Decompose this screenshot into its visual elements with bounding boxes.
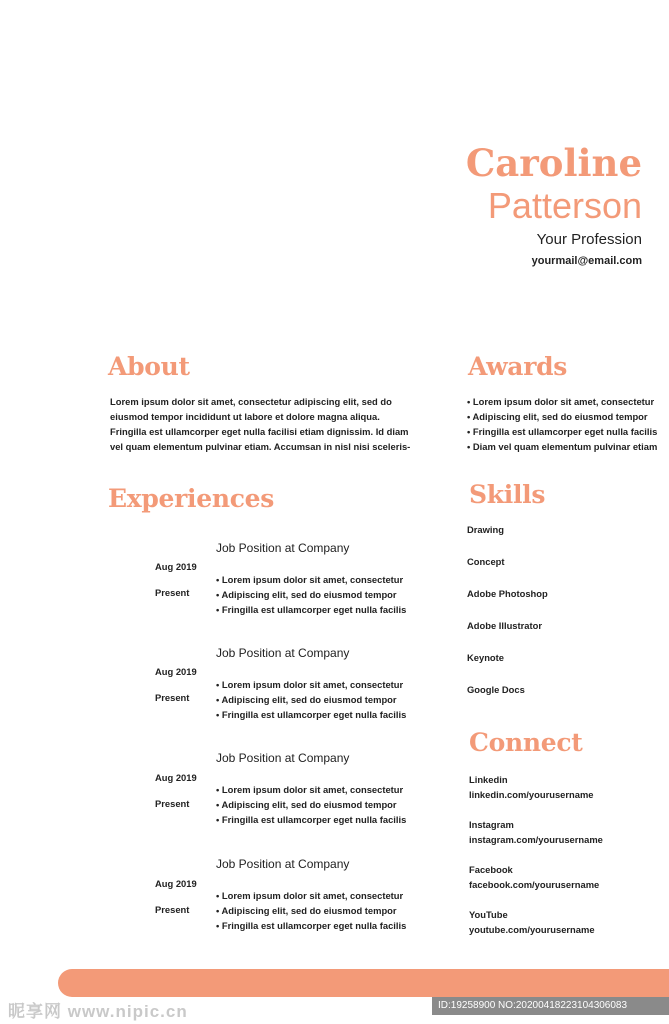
footer-accent-bar [58, 969, 669, 997]
email: yourmail@email.com [531, 255, 642, 267]
last-name: Patterson [487, 185, 642, 226]
job-bullet: • Adipiscing elit, sed do eiusmod tempor [216, 905, 397, 916]
connect-label: Instagram [469, 819, 514, 830]
connect-link[interactable]: linkedin.com/yourusername [469, 789, 594, 800]
connect-heading: Connect [469, 728, 583, 757]
job-bullet: • Lorem ipsum dolor sit amet, consectetur [216, 784, 404, 795]
job-bullet: • Lorem ipsum dolor sit amet, consectetur [216, 574, 404, 585]
skill-item: Drawing [467, 524, 504, 535]
job-end-date: Present [155, 904, 190, 915]
job-bullet: • Adipiscing elit, sed do eiusmod tempor [216, 799, 397, 810]
awards-list [467, 394, 657, 454]
about-line: Lorem ipsum dolor sit amet, consectetur adipiscing elit, sed do [110, 396, 392, 407]
connect-label: YouTube [469, 909, 508, 920]
job-bullets [216, 677, 406, 722]
job-bullet: • Fringilla est ullamcorper eget nulla facilis [216, 604, 407, 615]
job-bullet: • Lorem ipsum dolor sit amet, consectetur [216, 890, 404, 901]
skill-item: Adobe Photoshop [467, 588, 548, 599]
award-item: • Diam vel quam elementum pulvinar etiam [467, 441, 658, 452]
job-bullets [216, 572, 406, 617]
job-bullet: • Adipiscing elit, sed do eiusmod tempor [216, 589, 397, 600]
skills-heading: Skills [469, 480, 546, 509]
job-start-date: Aug 2019 [155, 878, 197, 889]
job-bullet: • Adipiscing elit, sed do eiusmod tempor [216, 694, 397, 705]
job-bullet: • Fringilla est ullamcorper eget nulla facilis [216, 920, 407, 931]
about-line: Fringilla est ullamcorper eget nulla facilisi etiam dignissim. Id diam [110, 426, 409, 437]
connect-link[interactable]: facebook.com/yourusername [469, 879, 600, 890]
watermark-logo: 昵享网 www.nipic.cn [8, 1002, 188, 1021]
about-text [110, 394, 410, 454]
job-title: Job Position at Company [216, 646, 350, 660]
job-title: Job Position at Company [216, 857, 350, 871]
connect-link[interactable]: instagram.com/yourusername [469, 834, 603, 845]
award-item: • Fringilla est ullamcorper eget nulla facilis [467, 426, 658, 437]
connect-instagram [469, 817, 603, 847]
award-item: • Adipiscing elit, sed do eiusmod tempor [467, 411, 648, 422]
job-end-date: Present [155, 798, 190, 809]
skill-item: Keynote [467, 652, 504, 663]
profession: Your Profession [536, 231, 642, 248]
connect-linkedin [469, 772, 594, 802]
connect-facebook [469, 862, 599, 892]
skill-item: Adobe Illustrator [467, 620, 543, 631]
awards-heading: Awards [468, 352, 568, 381]
job-bullet: • Lorem ipsum dolor sit amet, consectetur [216, 679, 404, 690]
skill-item: Concept [467, 556, 505, 567]
connect-link[interactable]: youtube.com/yourusername [469, 924, 595, 935]
job-bullet: • Fringilla est ullamcorper eget nulla facilis [216, 814, 407, 825]
about-line: eiusmod tempor incididunt ut labore et dolore magna aliqua. [110, 411, 380, 422]
watermark-id: ID:19258900 NO:20200418223104306083 [432, 997, 669, 1015]
job-end-date: Present [155, 692, 190, 703]
job-start-date: Aug 2019 [155, 666, 197, 677]
job-bullets [216, 888, 406, 933]
job-bullet: • Fringilla est ullamcorper eget nulla facilis [216, 709, 407, 720]
about-line: vel quam elementum pulvinar etiam. Accumsan in nisl nisi sceleris- [110, 441, 411, 452]
award-item: • Lorem ipsum dolor sit amet, consectetur [467, 396, 655, 407]
job-title: Job Position at Company [216, 751, 350, 765]
first-name: Caroline [465, 141, 642, 185]
connect-youtube [469, 907, 595, 937]
about-heading: About [108, 352, 190, 381]
experiences-heading: Experiences [108, 484, 274, 513]
connect-label: Facebook [469, 864, 513, 875]
job-start-date: Aug 2019 [155, 772, 197, 783]
job-title: Job Position at Company [216, 541, 350, 555]
job-bullets [216, 782, 406, 827]
job-start-date: Aug 2019 [155, 561, 197, 572]
job-end-date: Present [155, 587, 190, 598]
skill-item: Google Docs [467, 684, 525, 695]
connect-label: Linkedin [469, 774, 508, 785]
